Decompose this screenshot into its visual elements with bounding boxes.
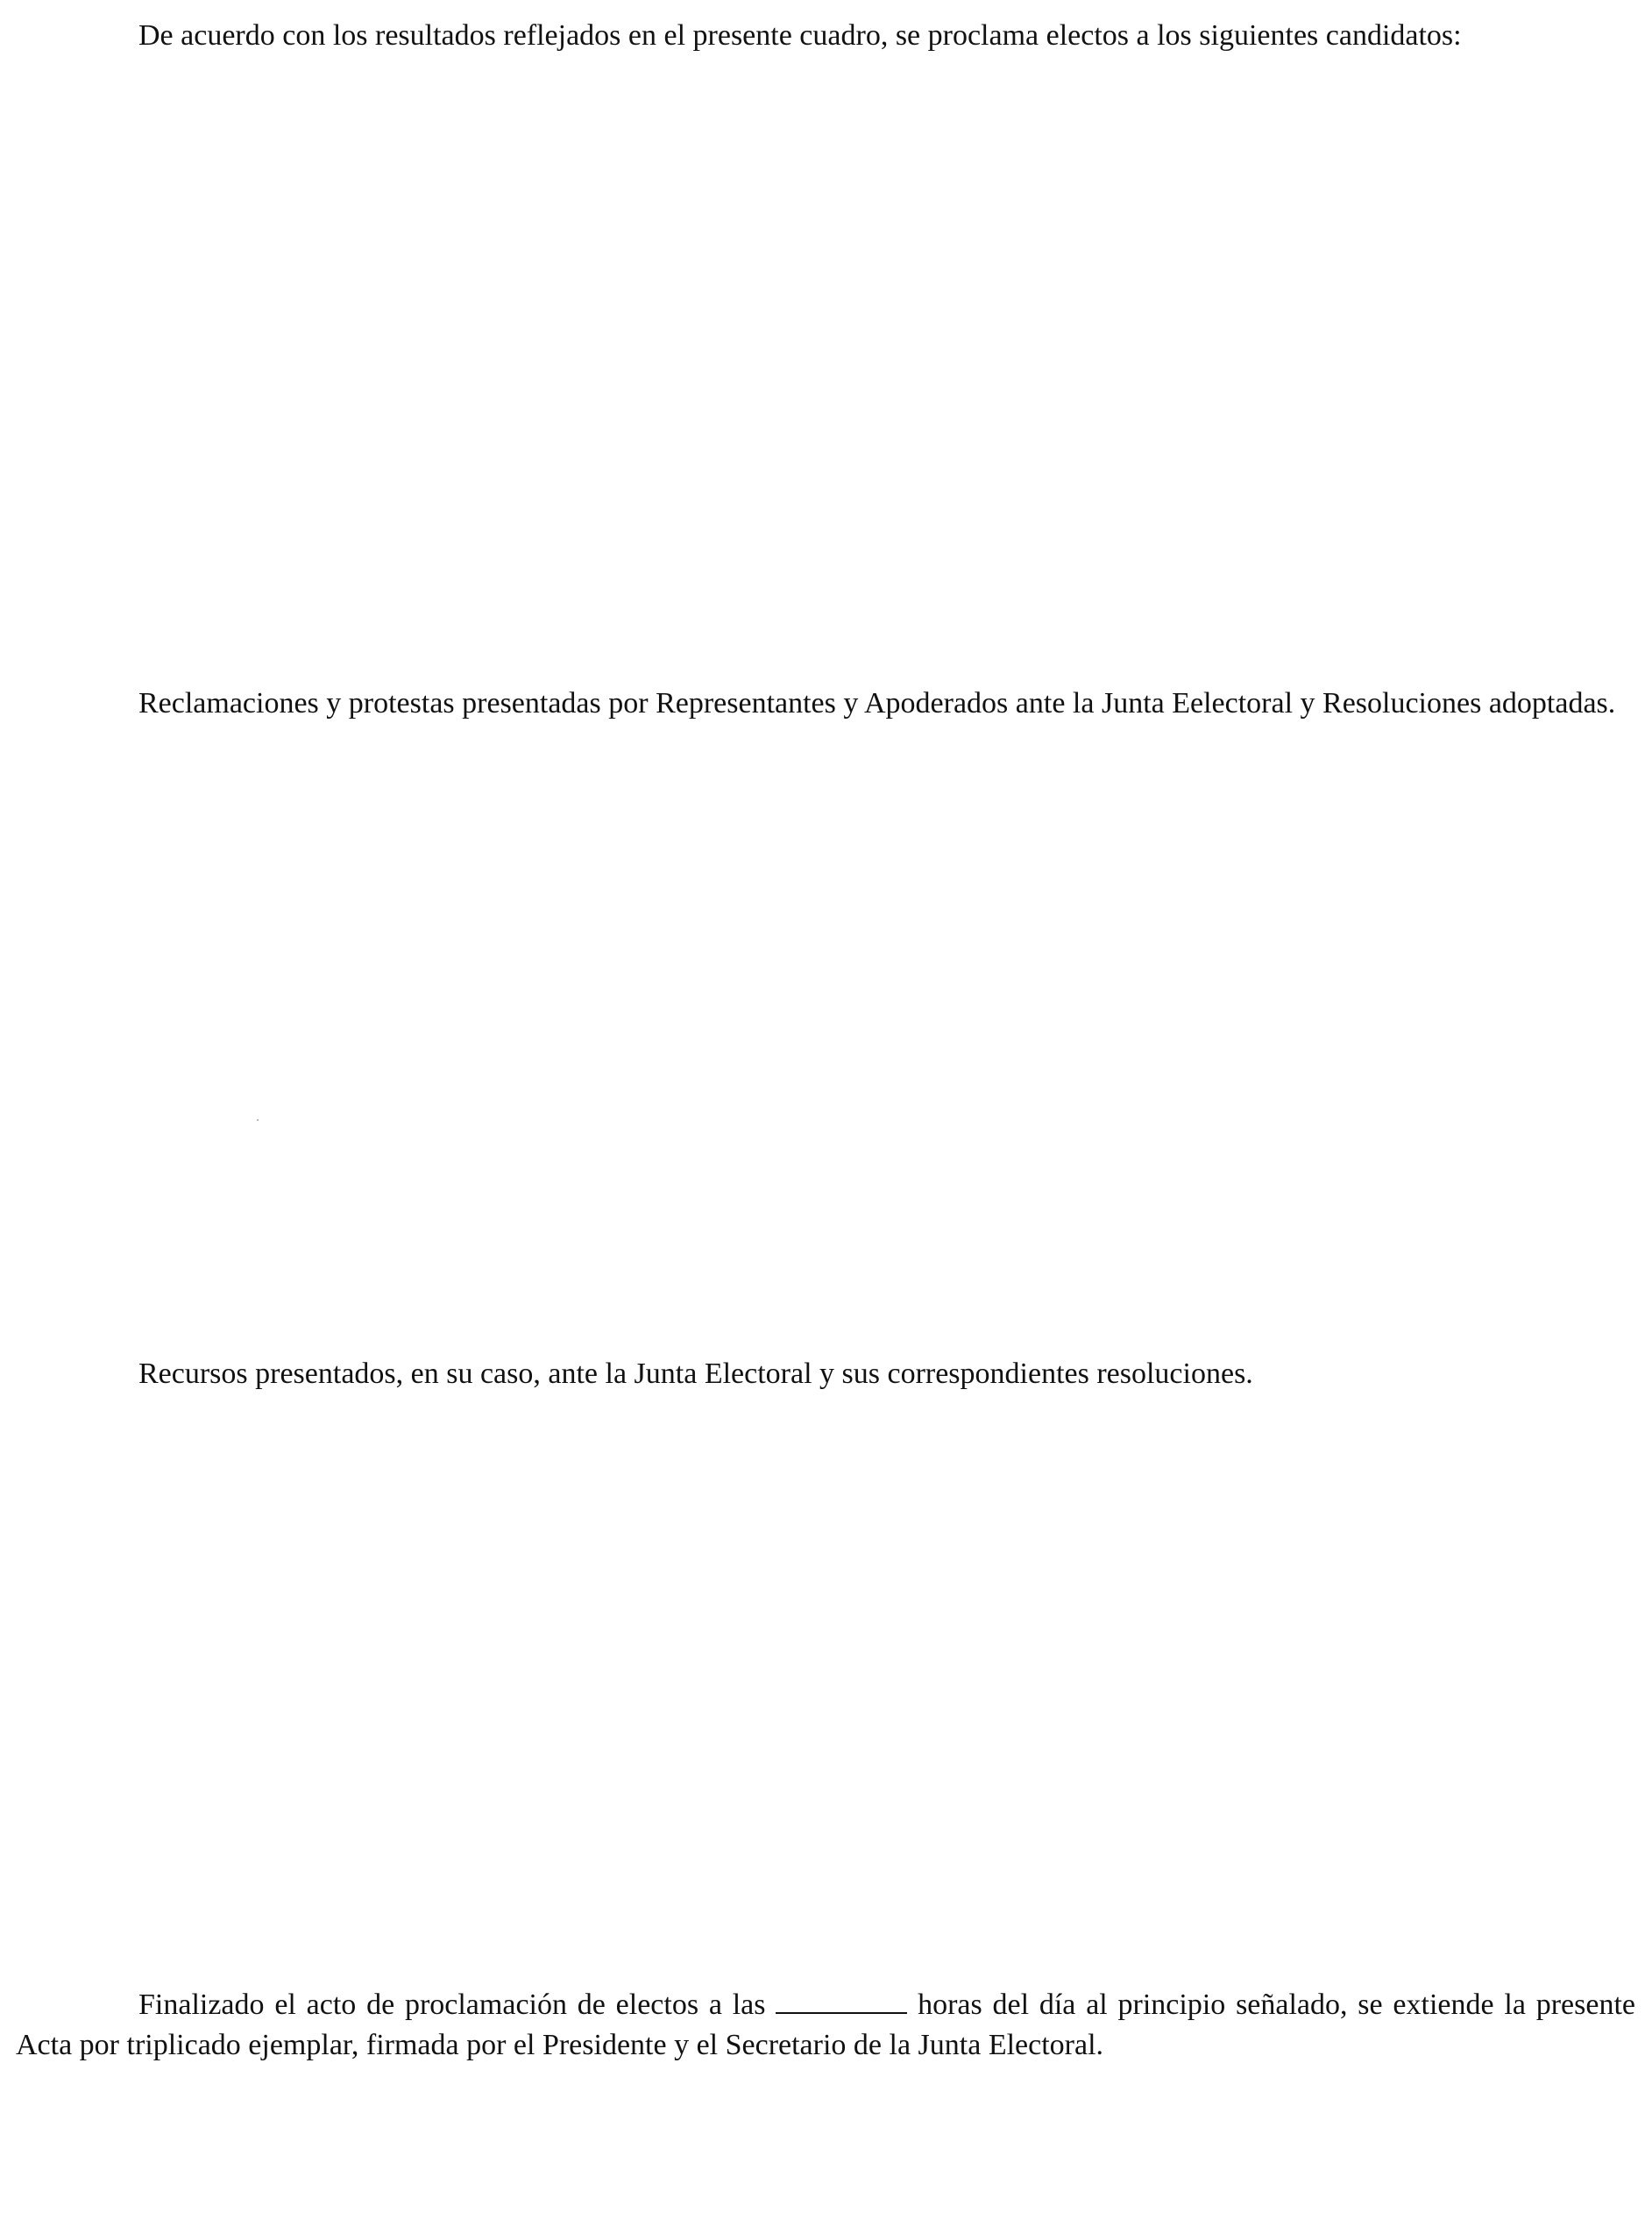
proclamation-paragraph: De acuerdo con los resultados reflejados en el presente cuadro, se proclama electos a los siguientes candidatos: [138, 19, 1462, 52]
closing-text-end: horas del día al principio señalado, se extiende la presente Acta por triplicado ejemplar, firmada por el Presidente y el Secretario de la Junta Electoral. [16, 1989, 1635, 2061]
claims-paragraph: Reclamaciones y protestas presentadas por Representantes y Apoderados ante la Junta Eelectoral y Resoluciones adoptadas. [138, 687, 1616, 720]
closing-text-start: Finalizado el acto de proclamación de electos a las [138, 1989, 776, 2021]
appeals-paragraph: Recursos presentados, en su caso, ante la Junta Electoral y sus correspondientes resoluciones. [138, 1358, 1253, 1390]
closing-paragraph [16, 1985, 1635, 2066]
hour-blank-line[interactable] [776, 1986, 907, 2014]
scan-speck [257, 1119, 259, 1121]
